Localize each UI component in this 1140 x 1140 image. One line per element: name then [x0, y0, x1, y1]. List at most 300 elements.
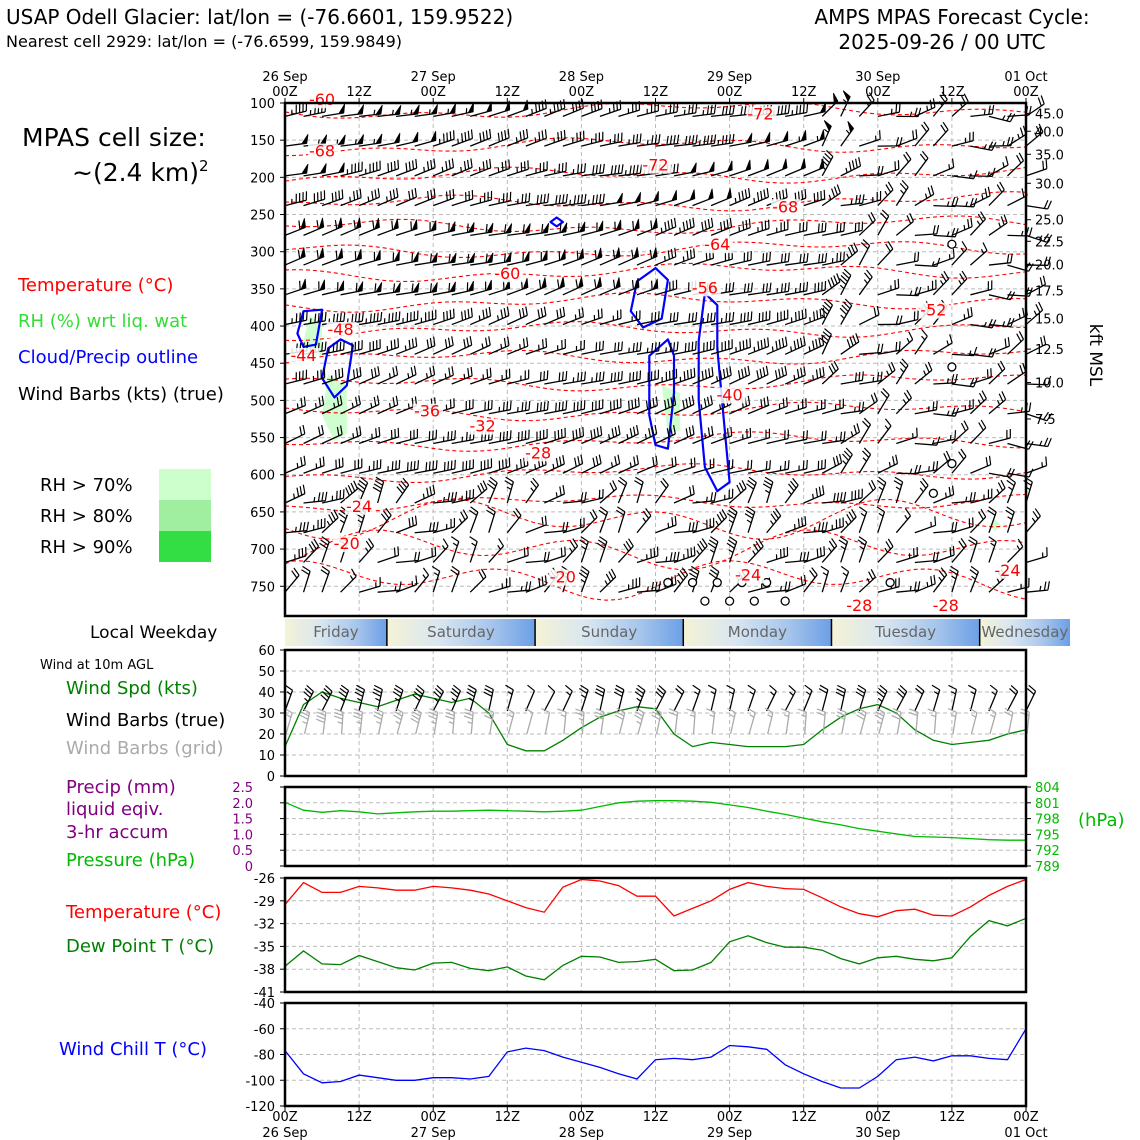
kft-tick-label: 15.0 — [1035, 312, 1064, 328]
wind-barb — [711, 218, 731, 235]
barb-half-flag — [310, 318, 311, 323]
barb-flag — [688, 370, 689, 379]
barb-half-flag — [801, 715, 806, 717]
barb-flag — [742, 480, 746, 488]
wind-barb — [526, 161, 547, 176]
barb-flag — [357, 428, 358, 437]
wind-barb — [656, 478, 669, 503]
barb-flag — [656, 456, 657, 465]
temperature-label: -32 — [469, 416, 496, 436]
barb-flag — [748, 685, 756, 690]
barb-half-flag — [701, 404, 702, 409]
barb-half-flag — [846, 168, 847, 173]
barb-flag — [356, 397, 358, 406]
barb-flag — [619, 426, 621, 435]
pressure-tick-label: 200 — [250, 171, 275, 187]
barb-half-flag — [790, 692, 794, 695]
barb-flag — [847, 339, 850, 348]
barb-flag — [674, 104, 675, 113]
barb-flag — [871, 569, 875, 577]
barb-flag — [878, 344, 880, 353]
barb-flag — [804, 366, 805, 375]
barb-flag — [962, 423, 966, 431]
wind-barb — [878, 241, 893, 265]
barb-flag — [618, 133, 619, 142]
barb-half-flag — [520, 344, 521, 349]
barb-flag — [764, 339, 765, 348]
bottom-axis-time: 00Z — [1013, 1110, 1039, 1125]
barb-flag — [691, 369, 692, 378]
barb-flag — [468, 224, 469, 233]
wind-barb — [526, 129, 547, 146]
barb-flag — [748, 366, 750, 375]
barb-flag — [937, 401, 938, 410]
barb-flag — [800, 552, 802, 561]
wind-barb-grid — [781, 709, 789, 734]
barb-half-flag — [581, 695, 585, 698]
pressure-label: Pressure (hPa) — [66, 850, 196, 871]
barb-flag — [1048, 438, 1052, 446]
barb-flag — [450, 310, 451, 319]
barb-flag — [450, 131, 451, 140]
barb-flag — [300, 486, 302, 495]
wind-barb — [526, 278, 546, 295]
wind-barb — [656, 457, 677, 474]
barb-half-flag — [990, 715, 994, 718]
barb-flag — [336, 370, 337, 379]
barb-flag — [726, 313, 727, 322]
barb-flag — [486, 224, 487, 233]
barb-flag — [633, 343, 634, 352]
barb-half-flag — [668, 523, 669, 528]
barb-flag — [471, 308, 472, 317]
barb-pennant — [765, 132, 770, 142]
barb-flag — [360, 367, 361, 376]
barb-flag — [529, 193, 530, 202]
barb-flag — [620, 100, 621, 109]
barb-flag — [674, 313, 675, 322]
barb-flag — [393, 189, 394, 198]
wind-barb — [878, 103, 900, 116]
barb-flag — [859, 402, 860, 411]
wind-barb-grid — [988, 708, 996, 734]
wind-barb — [469, 507, 478, 533]
barb-flag — [652, 281, 653, 290]
barb-half-flag — [647, 348, 648, 353]
barb-flag — [541, 195, 542, 204]
barb-flag — [745, 106, 746, 115]
barb-flag — [832, 189, 835, 198]
calm-marker — [701, 597, 709, 605]
pressure-tick-label: 150 — [250, 134, 275, 150]
pressure-tick-label: 804 — [1035, 781, 1060, 796]
barb-flag — [503, 460, 504, 469]
barb-flag — [837, 493, 838, 502]
wind-barb — [378, 219, 399, 236]
wind-spd-label: Wind Spd (kts) — [66, 678, 198, 699]
cross-section-panel — [250, 70, 1105, 616]
barb-flag — [686, 428, 688, 437]
wind-barb — [544, 522, 567, 533]
barb-flag — [779, 340, 780, 349]
barb-flag — [692, 105, 693, 114]
windchill-line — [285, 1029, 1026, 1088]
barb-flag — [434, 159, 435, 168]
barb-flag — [447, 192, 448, 201]
barb-half-flag — [771, 692, 775, 695]
barb-flag — [467, 432, 468, 441]
barb-flag — [431, 160, 432, 169]
wind-barb — [544, 339, 565, 354]
barb-flag — [852, 509, 857, 517]
wind-barb — [341, 459, 362, 474]
barb-flag — [452, 336, 454, 345]
barb-half-flag — [788, 491, 791, 495]
wind-barb — [915, 186, 934, 206]
wind-barb — [656, 248, 676, 265]
barb-flag — [506, 161, 507, 170]
barb-flag — [776, 370, 778, 379]
barb-half-flag — [806, 692, 810, 695]
wind-barb — [656, 552, 680, 563]
barb-half-flag — [972, 715, 976, 718]
barb-flag — [930, 100, 932, 109]
barb-flag — [674, 552, 676, 561]
barb-flag — [576, 429, 577, 438]
barb-flag — [983, 243, 987, 251]
bottom-axis-time: 00Z — [716, 1110, 743, 1125]
barb-flag — [834, 187, 837, 196]
barb-flag — [841, 566, 848, 571]
barb-flag — [816, 488, 817, 497]
wind-barb — [915, 362, 932, 384]
barb-flag — [593, 195, 594, 204]
barb-flag — [933, 402, 934, 411]
barb-pennant — [746, 160, 751, 171]
wind-barb — [878, 455, 898, 474]
barb-half-flag — [952, 576, 956, 579]
barb-flag — [962, 241, 967, 249]
barb-flag — [706, 370, 707, 379]
barb-flag — [968, 685, 976, 689]
wind-barb — [507, 337, 528, 354]
barb-flag — [304, 397, 305, 406]
barb-flag — [483, 310, 484, 319]
temperature-contour — [285, 530, 1026, 570]
barb-flag — [354, 709, 362, 712]
barb-flag — [1043, 276, 1045, 285]
wind-barb — [637, 456, 657, 473]
barb-flag — [360, 189, 361, 198]
barb-flag — [468, 368, 469, 377]
barb-flag — [831, 278, 834, 286]
kft-tick-label: 30.0 — [1035, 177, 1064, 193]
barb-flag — [1044, 438, 1048, 446]
barb-flag — [933, 552, 935, 561]
barb-flag — [689, 427, 691, 436]
barb-flag — [630, 373, 631, 382]
wind-barb — [970, 319, 995, 328]
barb-pennant — [560, 277, 565, 288]
barb-flag — [807, 460, 808, 469]
barb-flag — [437, 522, 439, 531]
barb-half-flag — [781, 586, 782, 591]
barb-half-flag — [629, 348, 630, 353]
precip-tick-label: 1.0 — [232, 828, 253, 844]
wind-barb-grid — [525, 708, 533, 734]
barb-flag — [834, 493, 836, 502]
barb-flag — [915, 253, 916, 262]
wind-barb — [693, 395, 713, 413]
barb-flag — [721, 222, 722, 231]
forecast-cycle-title: AMPS MPAS Forecast Cycle: — [814, 5, 1090, 29]
barb-flag — [377, 396, 379, 405]
barb-flag — [875, 715, 883, 720]
barb-half-flag — [703, 318, 704, 323]
wind-barb — [285, 456, 305, 473]
barb-flag — [801, 338, 803, 347]
wind-barb — [544, 307, 564, 325]
local-weekday-label: Local Weekday — [90, 623, 218, 643]
barb-flag — [613, 250, 614, 259]
wind-barb — [989, 182, 1004, 206]
barb-flag — [859, 157, 861, 166]
barb-half-flag — [730, 715, 734, 717]
barb-flag — [560, 487, 561, 496]
barb-half-flag — [561, 715, 566, 717]
barb-flag — [558, 132, 559, 141]
barb-half-flag — [550, 109, 551, 114]
wind-barb — [1026, 438, 1051, 447]
barb-flag — [832, 364, 836, 372]
barb-half-flag — [464, 374, 465, 379]
barb-flag — [599, 455, 601, 464]
barb-flag — [785, 582, 787, 591]
barb-half-flag — [665, 256, 666, 261]
barb-flag — [804, 254, 805, 263]
barb-flag — [740, 342, 741, 351]
barb-flag — [837, 224, 838, 233]
wind-barb-grid — [875, 708, 885, 734]
barb-flag — [610, 483, 614, 491]
barb-half-flag — [509, 715, 513, 718]
barb-flag — [1005, 339, 1006, 348]
barb-flag — [355, 313, 356, 322]
wind-barb — [952, 218, 972, 236]
barb-flag — [766, 366, 768, 375]
barb-half-flag — [423, 494, 424, 499]
barb-flag — [896, 342, 897, 351]
bottom-axis-date: 26 Sep — [262, 1126, 308, 1140]
barb-shaft — [1026, 466, 1047, 474]
barb-flag — [988, 369, 989, 378]
barb-half-flag — [885, 191, 888, 195]
wind-barb — [433, 130, 454, 146]
barb-flag — [871, 212, 875, 220]
barb-flag — [782, 367, 784, 376]
barb-half-flag — [294, 494, 295, 499]
calm-marker — [664, 579, 672, 587]
calm-marker — [726, 597, 734, 605]
barb-flag — [318, 493, 320, 502]
barb-flag — [423, 568, 428, 575]
barb-flag — [556, 195, 557, 204]
barb-flag — [451, 461, 452, 470]
rh-legend-swatch — [159, 500, 211, 531]
barb-half-flag — [864, 280, 867, 284]
barb-flag — [896, 316, 898, 325]
wind-barb — [321, 566, 330, 592]
barb-flag — [577, 251, 578, 260]
barb-flag — [519, 309, 521, 318]
barb-flag — [506, 685, 514, 690]
barb-half-flag — [430, 109, 431, 114]
barb-flag — [652, 313, 653, 322]
precip-tick-label: 2.5 — [232, 781, 253, 796]
barb-flag — [353, 716, 361, 719]
wind-barb — [804, 485, 824, 503]
cell-size-value — [72, 157, 209, 187]
dewpt-panel-label: Dew Point T (°C) — [66, 936, 215, 957]
wind-barb — [746, 477, 756, 503]
precip-label-3: 3-hr accum — [66, 822, 169, 843]
wind-barb — [618, 219, 639, 235]
wind-barb — [896, 359, 908, 384]
barb-flag — [729, 135, 730, 144]
barb-flag — [766, 461, 767, 470]
barb-flag — [803, 461, 804, 470]
barb-flag — [639, 397, 640, 406]
barb-flag — [329, 515, 333, 523]
wind-barb — [711, 188, 731, 205]
barb-flag — [979, 423, 984, 431]
barb-pennant — [487, 223, 493, 233]
barb-flag — [800, 105, 801, 114]
barb-flag — [874, 308, 876, 317]
temperature-label: -24 — [994, 560, 1021, 580]
pressure-tick-label: 450 — [250, 357, 275, 373]
barb-flag — [585, 163, 586, 172]
barb-half-flag — [966, 202, 968, 207]
barb-flag — [522, 402, 523, 411]
wind-barb — [933, 122, 948, 146]
barb-flag — [374, 715, 382, 719]
bottom-axis-time: 00Z — [272, 1110, 298, 1125]
barb-flag — [708, 397, 710, 406]
wind-barb-grid — [727, 708, 735, 734]
wind-barb — [1026, 457, 1047, 474]
wind-barb-true — [614, 685, 624, 711]
wind-barb — [989, 113, 1015, 122]
wind-barb — [302, 566, 311, 592]
barb-flag — [412, 284, 413, 293]
barb-pennant — [598, 221, 603, 231]
barb-flag — [468, 309, 469, 318]
barb-flag — [656, 397, 657, 406]
temperature-label: -20 — [333, 534, 360, 554]
barb-flag — [465, 310, 466, 319]
temperature-label: -60 — [494, 264, 521, 284]
barb-flag — [677, 312, 678, 321]
barb-flag — [575, 458, 577, 467]
temperature-label: -36 — [413, 401, 441, 421]
barb-flag — [468, 160, 469, 169]
barb-flag — [614, 280, 615, 289]
barb-half-flag — [863, 458, 867, 462]
wind-barb — [285, 164, 308, 176]
barb-flag — [1044, 200, 1048, 208]
top-axis-date: 27 Sep — [410, 70, 456, 85]
wind-barb — [859, 306, 879, 325]
barb-shaft — [989, 691, 997, 711]
barb-flag — [637, 134, 638, 143]
wind-barb — [618, 539, 633, 563]
barb-flag — [454, 309, 455, 318]
barb-flag — [856, 333, 859, 342]
barb-flag — [544, 194, 545, 203]
barb-flag — [303, 425, 305, 434]
barb-half-flag — [570, 200, 571, 205]
barb-flag — [797, 105, 798, 114]
barb-flag — [526, 582, 528, 591]
barb-flag — [692, 313, 693, 322]
barb-flag — [778, 106, 779, 115]
weekday-label: Saturday — [427, 623, 495, 641]
barb-half-flag — [1040, 441, 1042, 446]
barb-flag — [949, 685, 957, 689]
barb-flag — [302, 708, 310, 712]
barb-flag — [398, 160, 399, 169]
wind-barb — [304, 280, 325, 295]
barb-flag — [351, 483, 355, 491]
barb-flag — [934, 575, 935, 584]
precip-tick-label: 1.5 — [232, 812, 253, 828]
barb-half-flag — [972, 576, 976, 579]
rh-legend-label: RH > 80% — [40, 506, 133, 527]
barb-flag — [427, 488, 429, 497]
barb-half-flag — [375, 698, 380, 700]
wind-barb — [322, 218, 342, 236]
wind-barb — [415, 522, 438, 533]
barb-shaft — [1026, 556, 1047, 562]
barb-flag — [704, 136, 705, 145]
wind-barb — [804, 522, 828, 533]
barb-flag — [992, 105, 993, 114]
barb-flag — [379, 427, 380, 436]
barb-flag — [597, 685, 605, 689]
barb-half-flag — [630, 462, 631, 467]
barb-half-flag — [765, 490, 769, 493]
barb-flag — [997, 185, 1002, 193]
barb-flag — [704, 398, 706, 407]
barb-flag — [862, 371, 863, 380]
barb-flag — [595, 692, 603, 696]
barb-flag — [840, 454, 842, 463]
barb-flag — [785, 283, 786, 292]
wind-barb — [618, 397, 639, 413]
rh-legend-label: RH > 70% — [40, 475, 133, 496]
wind-barb — [452, 308, 473, 325]
barb-flag — [611, 569, 615, 577]
barb-flag — [915, 582, 917, 591]
barb-flag — [974, 492, 976, 501]
barb-flag — [618, 372, 619, 381]
barb-flag — [630, 166, 631, 175]
barb-flag — [354, 191, 355, 200]
barb-flag — [776, 341, 777, 350]
barb-flag — [1010, 114, 1014, 122]
barb-half-flag — [959, 280, 962, 284]
